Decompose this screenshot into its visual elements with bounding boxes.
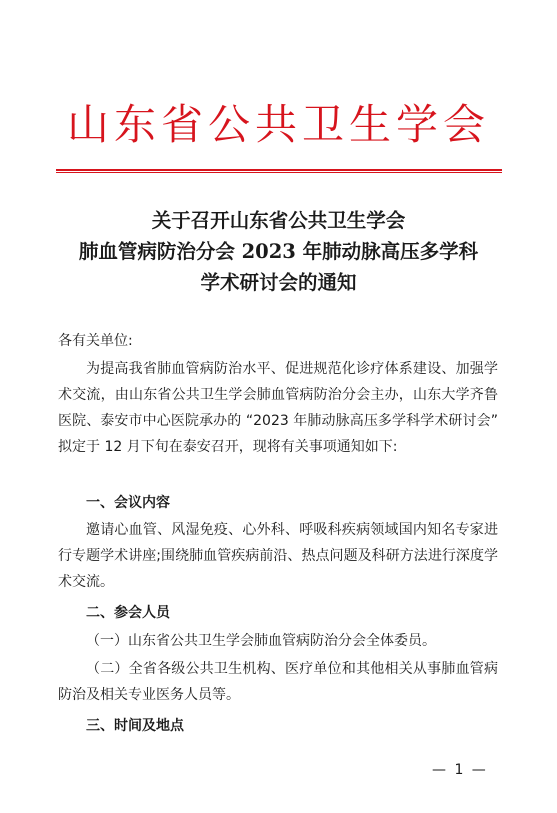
page-number: — 1 — (432, 762, 488, 778)
section-2-item-1-text: （一）山东省公共卫生学会肺血管病防治分会全体委员。 (86, 633, 436, 649)
document-title (0, 205, 557, 298)
intro-paragraph (58, 356, 498, 460)
organization-header: 山东省公共卫生学会 (66, 100, 490, 149)
intro-text: 为提高我省肺血管病防治水平、促进规范化诊疗体系建设、加强学术交流，由山东省公共卫生学会肺血管病防治分会主办，山东大学齐鲁医院、泰安市中心医院承办的 “2023 年肺动脉高压多学科学术研讨会” 拟定于 12 月下旬在泰安召开，现将有关事项通知如下: (58, 361, 498, 455)
section-1-text: 邀请心血管、风湿免疫、心外科、呼吸科疾病领域国内知名专家进行专题学术讲座;围绕肺血管疾病前沿、热点问题及科研方法进行深度学术交流。 (58, 522, 498, 590)
section-1-paragraph (58, 517, 498, 595)
title-line-1: 关于召开山东省公共卫生学会 (151, 209, 406, 232)
section-3-heading: 三、时间及地点 (86, 718, 184, 734)
section-2-item-1 (58, 628, 498, 654)
salutation: 各有关单位: (58, 333, 133, 349)
section-1-heading: 一、会议内容 (86, 495, 170, 511)
title-line-2: 肺血管病防治分会 2023 年肺动脉高压多学科 (78, 240, 479, 263)
red-header-rule (56, 169, 502, 171)
red-header-rule-thin (56, 172, 502, 173)
section-2-item-2 (58, 656, 498, 708)
section-2-heading: 二、参会人员 (86, 605, 170, 621)
section-2-item-2-text: （二）全省各级公共卫生机构、医疗单位和其他相关从事肺血管病防治及相关专业医务人员等。 (58, 661, 498, 703)
title-line-3: 学术研讨会的通知 (200, 271, 357, 294)
